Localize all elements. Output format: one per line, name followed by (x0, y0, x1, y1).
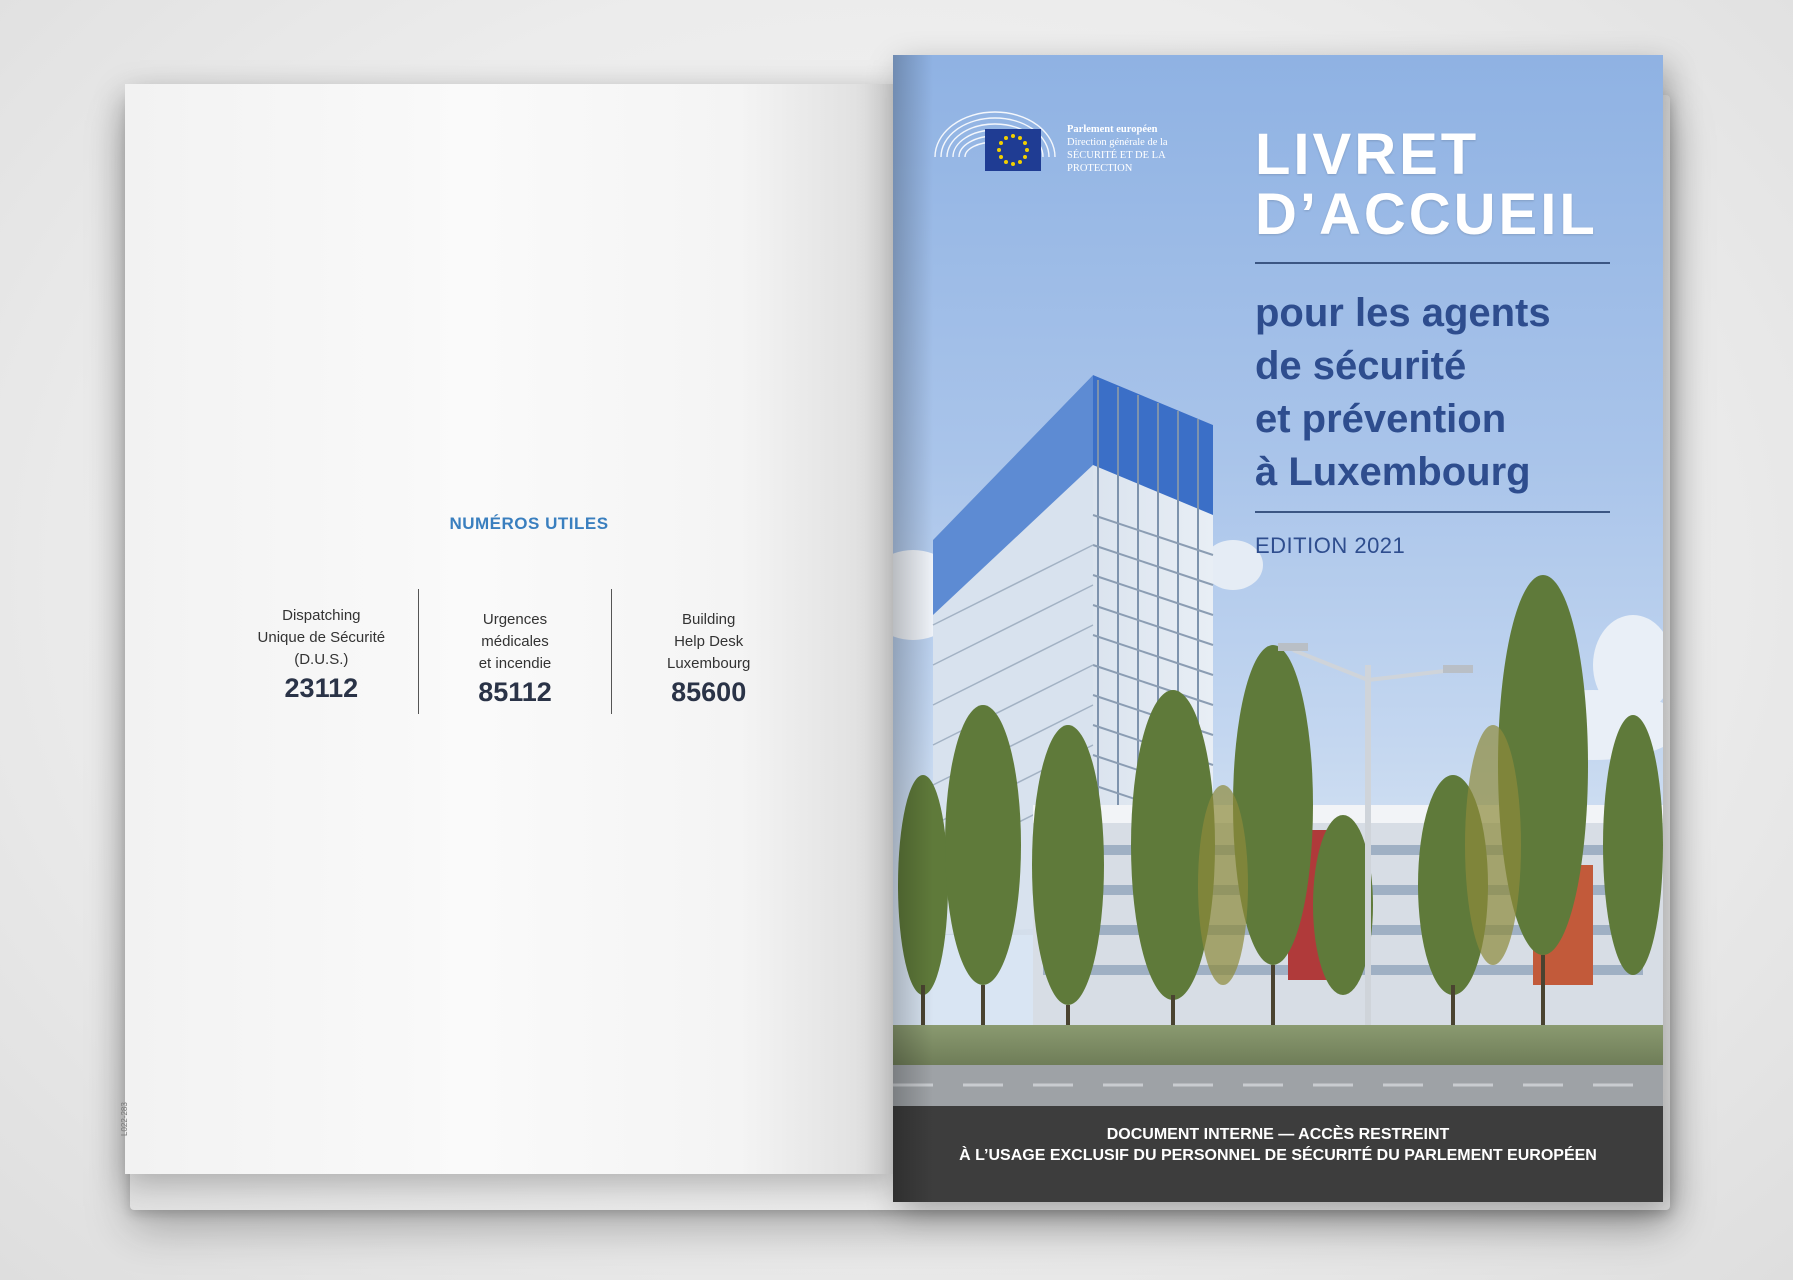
cover-title-line-1: LIVRET (1255, 122, 1480, 187)
number-entry-helpdesk (612, 589, 805, 714)
number-entry-emergency (419, 589, 613, 714)
logo-line-1: Parlement européen (1067, 124, 1158, 135)
number-label: Dispatching Unique de Sécurité (D.U.S.) (257, 607, 386, 668)
edition-label: EDITION 2021 (1255, 533, 1406, 558)
number-value: 23112 (284, 673, 359, 703)
reference-code: L022-283 (120, 1102, 129, 1136)
cover-title (1255, 122, 1635, 247)
footer-line-1: DOCUMENT INTERNE — ACCÈS RESTREINT (1106, 1126, 1450, 1143)
parliament-logo (925, 97, 1185, 197)
restricted-access-band (893, 1106, 1663, 1202)
cover-subtitle (1255, 287, 1635, 499)
number-value: 85112 (478, 677, 552, 707)
logo-text (1067, 123, 1197, 175)
title-divider-top (1255, 262, 1610, 264)
cover-title-line-2: D’ACCUEIL (1255, 182, 1598, 247)
number-entry-dispatching (225, 589, 419, 714)
footer-line-2: À L’USAGE EXCLUSIF DU PERSONNEL DE SÉCURITÉ DU PARLEMENT EUROPÉEN (959, 1147, 1597, 1164)
number-label: Building Help Desk Luxembourg (666, 611, 751, 672)
subtitle-line: pour les agents (1255, 291, 1551, 335)
number-label: Urgences médicales et incendie (478, 611, 552, 672)
back-cover (120, 84, 893, 1174)
subtitle-line: à Luxembourg (1255, 450, 1531, 494)
subtitle-line: et prévention (1255, 397, 1507, 441)
title-divider-bottom (1255, 511, 1610, 513)
logo-line-3: SÉCURITÉ ET DE LA (1067, 150, 1166, 161)
logo-line-4: PROTECTION (1067, 163, 1133, 174)
number-value: 85600 (671, 677, 747, 707)
useful-numbers-title: NUMÉROS UTILES (449, 514, 609, 533)
booklet-spine-shadow (893, 55, 933, 1202)
subtitle-line: de sécurité (1255, 344, 1467, 388)
eu-flag-icon (985, 129, 1041, 171)
logo-line-2: Direction générale de la (1067, 137, 1168, 148)
useful-numbers-table (225, 589, 805, 714)
front-cover (893, 55, 1663, 1202)
